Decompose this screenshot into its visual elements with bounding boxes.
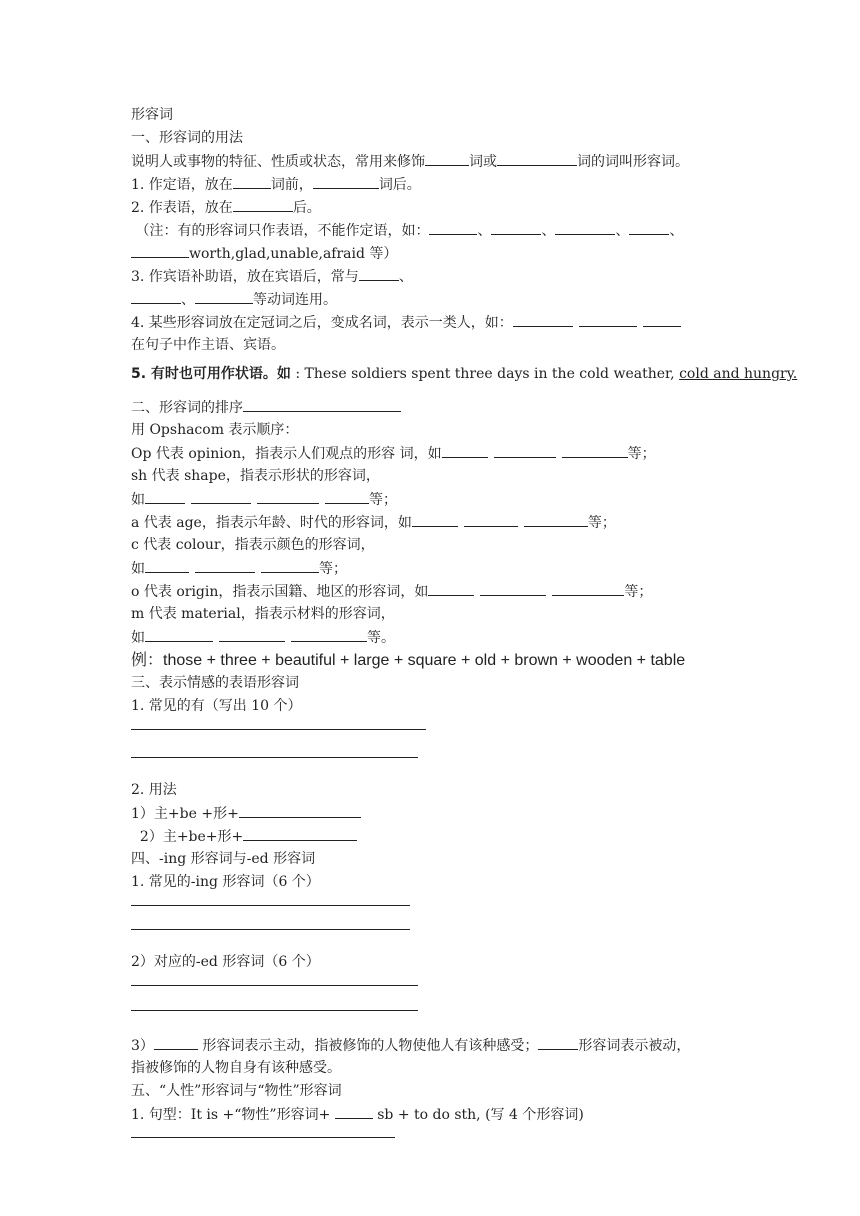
section-1-heading: 一、形容词的用法: [131, 130, 243, 146]
s1-item-4-cont: 在句子中作主语、宾语。: [131, 337, 285, 353]
s3-answer-line-1: [131, 728, 741, 751]
s1-item-1: 1. 作定语，放在 词前， 词后。: [131, 173, 741, 196]
s4-ing-line-2: [131, 928, 741, 951]
section-5-heading: 五、“人性”形容词与“物性”形容词: [131, 1083, 342, 1099]
s2-a: a 代表 age，指表示年龄、时代的形容词，如 等；: [131, 511, 741, 534]
doc-title: 形容词: [131, 107, 173, 123]
worksheet-page: [131, 104, 798, 1159]
s3-usage: 2. 用法: [131, 782, 177, 798]
section-2-heading: 二、形容词的排序: [131, 396, 741, 419]
s3-usage-1: 1）主+be +形+: [131, 802, 741, 825]
s2-sh-blanks: 如 等；: [131, 488, 741, 511]
s2-c-blanks: 如 等；: [131, 557, 741, 580]
s1-item-2: 2. 作表语，放在 后。: [131, 196, 741, 219]
section-4-heading: 四、-ing 形容词与-ed 形容词: [131, 851, 316, 867]
s4-ed: 2）对应的-ed 形容词（6 个）: [131, 954, 320, 970]
s2-sh: sh 代表 shape，指表示形状的形容词，: [131, 468, 380, 484]
s2-m: m 代表 material，指表示材料的形容词，: [131, 606, 395, 622]
s2-o: o 代表 origin，指表示国籍、地区的形容词，如 等；: [131, 580, 741, 603]
section-3-heading: 三、表示情感的表语形容词: [131, 675, 299, 691]
s3-usage-2: 2）主+be+形+: [131, 825, 741, 848]
s2-op: Op 代表 opinion，指表示人们观点的形容 词，如 等；: [131, 442, 741, 465]
s2-m-blanks: 如 等。: [131, 626, 741, 649]
s5-answer-line: [131, 1136, 741, 1159]
s4-ing: 1. 常见的-ing 形容词（6 个）: [131, 874, 320, 890]
s2-example: 例：those + three + beautiful + large + square + old + brown + wooden + table: [131, 652, 686, 669]
s5-pattern: 1. 句型：It is +“物性”形容词+ sb + to do sth, (写 4 个形容词): [131, 1103, 741, 1126]
s4-ed-line-2: [131, 1009, 741, 1032]
s1-item-3-cont: 、 等动词连用。: [131, 288, 741, 311]
s2-intro: 用 Opshacom 表示顺序：: [131, 422, 299, 438]
s1-intro: 说明人或事物的特征、性质或状态，常用来修饰 词或 词的词叫形容词。: [131, 150, 741, 173]
s3-common: 1. 常见的有（写出 10 个）: [131, 698, 302, 714]
s1-item-4: 4. 某些形容词放在定冠词之后，变成名词，表示一类人，如：: [131, 311, 741, 334]
s1-note-line-1: （注：有的形容词只作表语，不能作定语，如： 、 、 、 、: [131, 219, 741, 242]
s4-explain: 3） 形容词表示主动，指被修饰的人物使他人有该种感受； 形容词表示被动，: [131, 1034, 741, 1057]
s4-ed-line-1: [131, 984, 741, 1007]
s1-item-3: 3. 作宾语补助语，放在宾语后，常与 、: [131, 265, 741, 288]
s2-c: c 代表 colour，指表示颜色的形容词，: [131, 537, 375, 553]
s3-answer-line-2: [131, 756, 741, 779]
s1-item-5: 5. 有时也可用作状语。如 : These soldiers spent three days in the cold weather, cold and hungry.: [131, 366, 798, 382]
s4-ing-line-1: [131, 904, 741, 927]
s1-note-line-2: worth,glad,unable,afraid 等）: [131, 242, 741, 265]
s4-explain-cont: 指被修饰的人物自身有该种感受。: [131, 1060, 341, 1076]
